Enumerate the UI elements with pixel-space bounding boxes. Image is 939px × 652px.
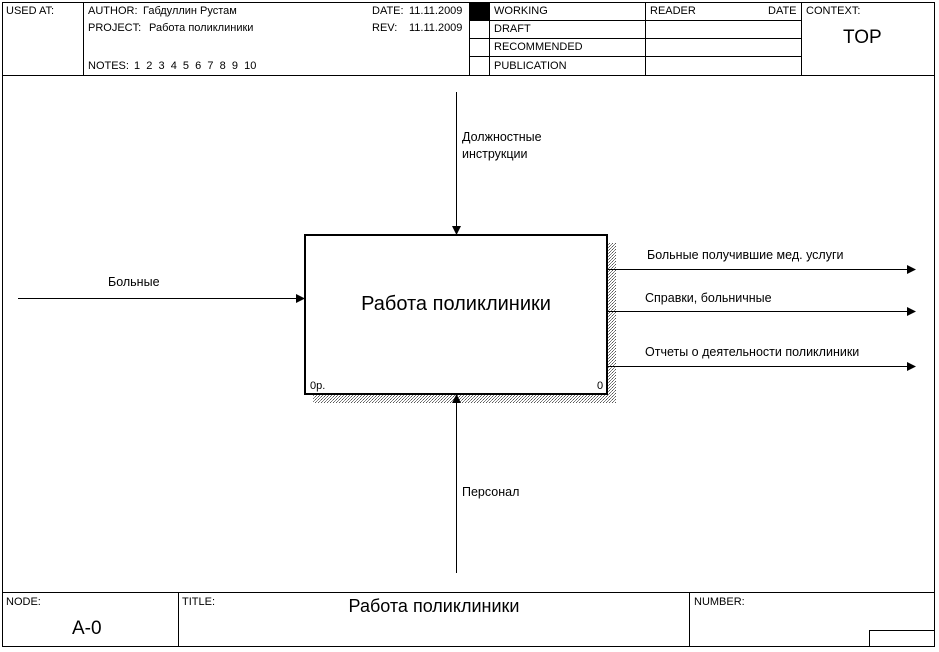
input-arrow xyxy=(18,294,305,303)
node-value: A-0 xyxy=(72,618,102,639)
working-status-marker xyxy=(470,3,489,20)
mechanism-arrow xyxy=(452,394,461,573)
status-recommended: RECOMMENDED xyxy=(494,41,583,53)
used-at-label: USED AT: xyxy=(6,5,55,17)
output-arrow-3 xyxy=(607,362,916,371)
reader-date-label: DATE xyxy=(768,5,797,17)
status-draft: DRAFT xyxy=(494,23,531,35)
output-label-3: Отчеты о деятельности поликлиники xyxy=(645,345,860,359)
control-label-line2: инструкции xyxy=(462,147,528,161)
node-label: NODE: xyxy=(6,596,41,608)
output-label-2: Справки, больничные xyxy=(645,291,772,305)
output-arrow-2 xyxy=(607,307,916,316)
rev-label: REV: xyxy=(372,22,398,34)
title-label: TITLE: xyxy=(182,596,216,608)
status-working: WORKING xyxy=(494,5,548,17)
rev-value: 11.11.2009 xyxy=(409,22,463,34)
date-label: DATE: xyxy=(372,5,404,17)
number-label: NUMBER: xyxy=(694,596,745,608)
diagram-title: Работа поликлиники xyxy=(348,596,520,616)
mechanism-label: Персонал xyxy=(462,485,520,499)
control-arrow xyxy=(452,92,461,235)
author-value: Габдуллин Рустам xyxy=(143,5,237,17)
status-publication: PUBLICATION xyxy=(494,60,567,72)
input-label: Больные xyxy=(108,275,160,289)
activity-cost: 0р. xyxy=(310,380,326,392)
output-arrow-1 xyxy=(607,265,916,274)
notes-numbers: 1 2 3 4 5 6 7 8 9 10 xyxy=(134,60,257,72)
notes-label: NOTES: xyxy=(88,60,129,72)
author-label: AUTHOR: xyxy=(88,5,138,17)
output-label-1: Больные получившие мед. услуги xyxy=(647,248,844,262)
activity-number: 0 xyxy=(597,380,604,392)
context-value: TOP xyxy=(843,27,882,48)
control-label-line1: Должностные xyxy=(462,130,542,144)
context-label: CONTEXT: xyxy=(806,5,861,17)
reader-label: READER xyxy=(650,5,696,17)
date-value: 11.11.2009 xyxy=(409,5,463,17)
project-value: Работа поликлиники xyxy=(149,22,254,34)
project-label: PROJECT: xyxy=(88,22,142,34)
activity-title: Работа поликлиники xyxy=(361,293,551,315)
